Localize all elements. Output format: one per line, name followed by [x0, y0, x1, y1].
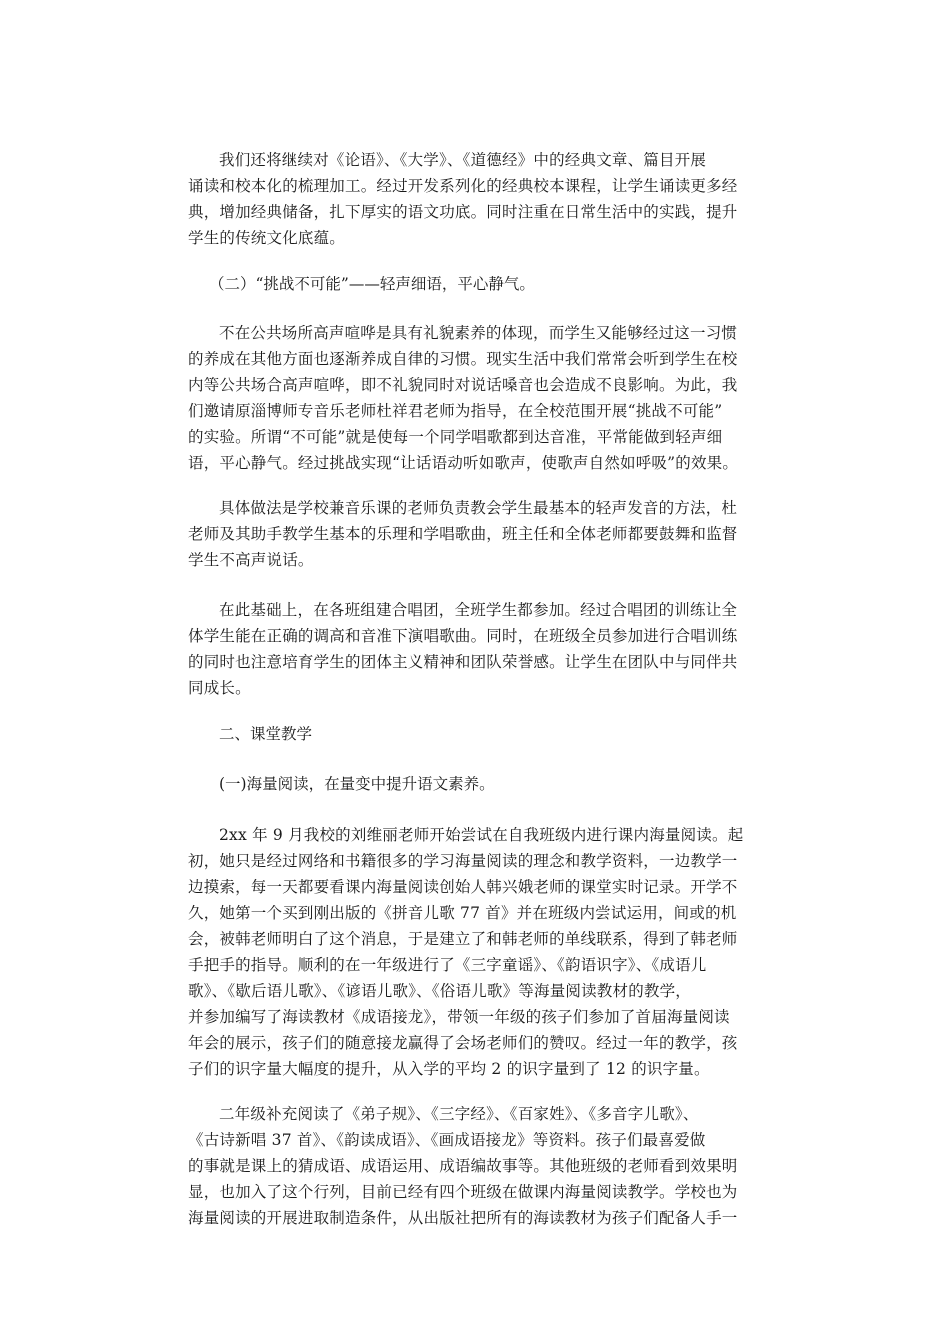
text-line: 语，平心静气。经过挑战实现“让话语动听如歌声，使歌声自然如呼吸”的效果。	[188, 454, 739, 472]
text-line: 海量阅读的开展进取制造条件，从出版社把所有的海读教材为孩子们配备人手一	[188, 1209, 738, 1227]
text-line: 子们的识字量大幅度的提升，从入学的平均 2 的识字量到了 12 的识字量。	[188, 1060, 710, 1078]
text-line: 会，被韩老师明白了这个消息，于是建立了和韩老师的单线联系，得到了韩老师	[188, 930, 738, 948]
section-heading-mass-reading: (一)海量阅读，在量变中提升语文素养。	[219, 775, 495, 793]
text-line: 我们还将继续对《论语》、《大学》、《道德经》中的经典文章、篇目开展	[219, 151, 707, 169]
text-line: 内等公共场合高声喧哗，即不礼貌同时对说话嗓音也会造成不良影响。为此，我	[188, 376, 738, 394]
text-line: 久，她第一个买到刚出版的《拼音儿歌 77 首》并在班级内尝试运用，间或的机	[188, 904, 737, 922]
text-line: 初，她只是经过网络和书籍很多的学习海量阅读的理念和教学资料，一边教学一	[188, 852, 738, 870]
text-line: 的养成在其他方面也逐渐养成自律的习惯。现实生活中我们常常会听到学生在校	[188, 350, 738, 368]
text-line: 不在公共场所高声喧哗是具有礼貌素养的体现，而学生又能够经过这一习惯	[219, 324, 738, 342]
text-line: 边摸索，每一天都要看课内海量阅读创始人韩兴娥老师的课堂实时记录。开学不	[188, 878, 738, 896]
text-line: 并参加编写了海读教材《成语接龙》，带领一年级的孩子们参加了首届海量阅读	[188, 1008, 730, 1026]
text-line: 老师及其助手教学生基本的乐理和学唱歌曲，班主任和全体老师都要鼓舞和监督	[188, 525, 738, 543]
paragraph-classics	[188, 147, 778, 251]
section-heading-challenge: （二）“挑战不可能”——轻声细语，平心静气。	[209, 275, 535, 293]
paragraph-quiet-speech	[188, 320, 778, 476]
section-heading-classroom: 二、课堂教学	[219, 725, 313, 743]
text-line: 在此基础上，在各班组建合唱团，全班学生都参加。经过合唱团的训练让全	[219, 601, 738, 619]
text-line: 典，增加经典储备，扎下厚实的语文功底。同时注重在日常生活中的实践，提升	[188, 203, 738, 221]
paragraph-second-grade	[188, 1101, 778, 1231]
text-line: 2xx 年 9 月我校的刘维丽老师开始尝试在自我班级内进行课内海量阅读。起	[219, 826, 744, 844]
paragraph-mass-reading-first-grade	[188, 822, 778, 1082]
text-line: 《古诗新唱 37 首》、《韵读成语》、《画成语接龙》等资料。孩子们最喜爱做	[188, 1131, 706, 1149]
text-line: 诵读和校本化的梳理加工。经过开发系列化的经典校本课程，让学生诵读更多经	[188, 177, 738, 195]
text-line: 显，也加入了这个行列，目前已经有四个班级在做课内海量阅读教学。学校也为	[188, 1183, 738, 1201]
paragraph-method	[188, 495, 778, 573]
text-line: 们邀请原淄博师专音乐老师杜祥君老师为指导，在全校范围开展“挑战不可能”	[188, 402, 723, 420]
text-line: 学生的传统文化底蕴。	[188, 229, 346, 247]
text-line: 的实验。所谓“不可能”就是使每一个同学唱歌都到达音准，平常能做到轻声细	[188, 428, 723, 446]
text-line: 具体做法是学校兼音乐课的老师负责教会学生最基本的轻声发音的方法，杜	[219, 499, 738, 517]
text-line: 的同时也注意培育学生的团体主义精神和团队荣誉感。让学生在团队中与同伴共	[188, 653, 738, 671]
text-line: 学生不高声说话。	[188, 551, 314, 569]
text-line: 歌》、《歇后语儿歌》、《谚语儿歌》、《俗语儿歌》等海量阅读教材的教学，	[188, 982, 692, 1000]
text-line: 二年级补充阅读了《弟子规》、《三字经》、《百家姓》、《多音字儿歌》、	[219, 1105, 699, 1123]
text-line: 同成长。	[188, 679, 251, 697]
text-line: 手把手的指导。顺利的在一年级进行了《三字童谣》、《韵语识字》、《成语儿	[188, 956, 707, 974]
paragraph-choir	[188, 597, 778, 701]
text-line: 的事就是课上的猜成语、成语运用、成语编故事等。其他班级的老师看到效果明	[188, 1157, 738, 1175]
text-line: 体学生能在正确的调高和音准下演唱歌曲。同时，在班级全员参加进行合唱训练	[188, 627, 738, 645]
text-line: 年会的展示，孩子们的随意接龙赢得了会场老师们的赞叹。经过一年的教学，孩	[188, 1034, 738, 1052]
